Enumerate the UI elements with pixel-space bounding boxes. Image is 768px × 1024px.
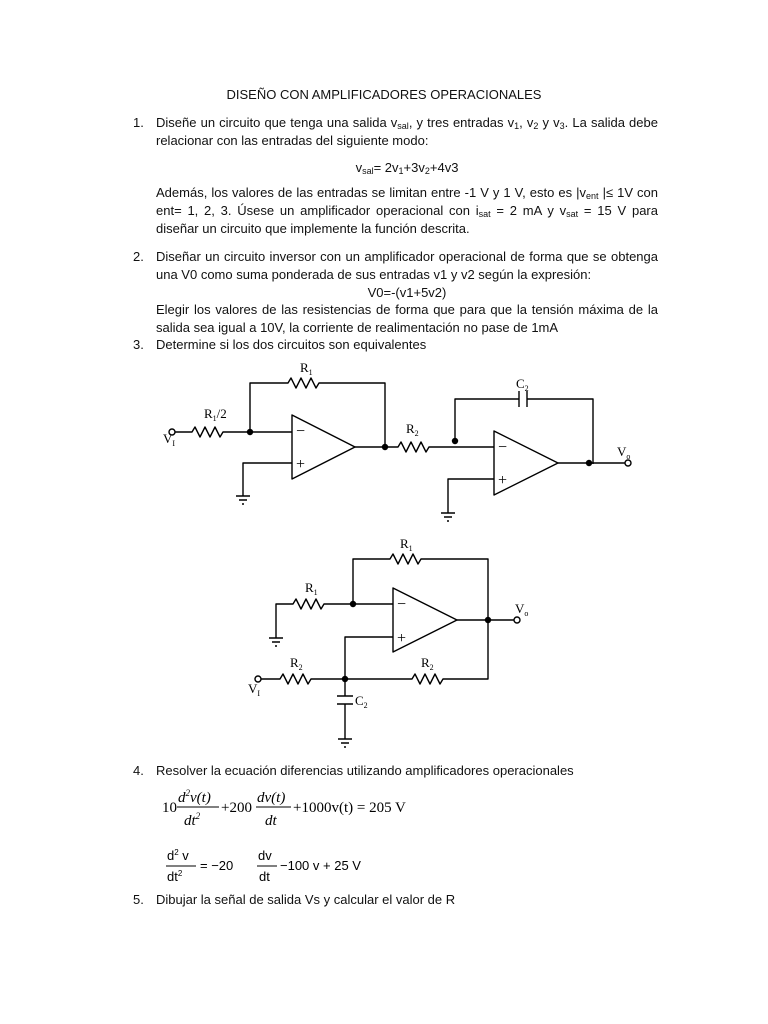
- eq1-num-1: $d^2v(t)$: [178, 788, 211, 806]
- eq2-den-1: $dt^2$: [167, 869, 183, 884]
- item-2-number: 2.: [133, 249, 144, 264]
- eq2-mid: = −20: [200, 858, 234, 873]
- item-2-text-2: Elegir los valores de las resistencias de forma que para que la tensión máxima de la salida sea igual a 10V, la corriente de realimentación no pase de 1mA: [156, 302, 658, 335]
- eq1-coef-200: +200: [221, 800, 252, 816]
- item-2-text-1: Diseñar un circuito inversor con un amplificador operacional de forma que se obtenga una V0 como suma ponderada de sus entradas v1 y v2 según la expresión:: [156, 249, 658, 282]
- item-3-text: Determine si los dos circuitos son equivalentes: [156, 337, 427, 352]
- label-vout: $V_o$: [617, 444, 631, 461]
- equation-part: v: [355, 160, 363, 175]
- eq2-rest: −100 v + 25 V: [280, 858, 361, 873]
- eq1-den-2: dt: [265, 813, 277, 829]
- document-title: DISEÑO CON AMPLIFICADORES OPERACIONALES: [226, 87, 542, 102]
- label-c2: $C_2$: [516, 376, 529, 393]
- item-1-number: 1.: [133, 115, 144, 130]
- label-c2: $C_2$: [355, 693, 368, 710]
- item-1-body-text: |≤ 1V con ent= 1, 2, 3. Úsese un amplificador operacional con i: [156, 185, 658, 218]
- item-1-body-text: = 2 mA y v: [490, 203, 567, 218]
- eq1-rest: +1000v(t) = 205 V: [293, 800, 406, 816]
- op-amp-1-plus: +: [296, 456, 306, 473]
- item-5-number: 5.: [133, 892, 144, 907]
- eq2-num-1: $d^2$ v: [167, 848, 189, 863]
- label-vin: $V_I$: [163, 431, 176, 448]
- label-vin: $V_I$: [248, 681, 261, 698]
- subscript: 2: [533, 121, 539, 131]
- item-1-body-text: = 15 V para diseñar un circuito que implemente la función descrita.: [156, 203, 658, 236]
- op-amp-minus: −: [397, 596, 407, 613]
- subscript: sat: [566, 209, 579, 219]
- item-1-body-text: Además, los valores de las entradas se limitan entre -1 V y 1 V, esto es |v: [156, 185, 587, 200]
- label-r2: $R_2$: [406, 421, 419, 438]
- item-5-text: Dibujar la señal de salida Vs y calcular el valor de R: [156, 892, 456, 907]
- op-amp-1-minus: −: [296, 423, 306, 440]
- label-r1: $R_1$: [300, 360, 313, 377]
- equation-part: +4v3: [429, 160, 459, 175]
- subscript: sal: [397, 121, 409, 131]
- item-4-number: 4.: [133, 763, 144, 778]
- eq2-num-2: dv: [258, 848, 272, 863]
- label-r1-top: $R_1$: [400, 536, 413, 553]
- label-vout: $V_o$: [515, 601, 529, 618]
- label-r1-left: $R_1$: [305, 580, 318, 597]
- item-1-intro-text: . La salida debe relacionar con las entradas del siguiente modo:: [156, 115, 658, 148]
- item-1-intro-text: y v: [538, 115, 560, 130]
- equation-part: = 2v: [373, 160, 399, 175]
- equation-part: +3v: [403, 160, 425, 175]
- item-3-number: 3.: [133, 337, 144, 352]
- subscript: sat: [478, 209, 491, 219]
- label-r2-left: $R_2$: [290, 655, 303, 672]
- op-amp-plus: +: [397, 630, 407, 647]
- label-r2-right: $R_2$: [421, 655, 434, 672]
- item-4-text: Resolver la ecuación diferencias utilizando amplificadores operacionales: [156, 763, 574, 778]
- eq1-num-2: dv(t): [257, 790, 286, 806]
- item-1-intro-text: , y tres entradas v: [408, 115, 515, 130]
- eq1-coef-10: 10: [162, 800, 177, 816]
- item-2-equation: V0=-(v1+5v2): [367, 285, 447, 300]
- item-1-intro-text: , v: [519, 115, 534, 130]
- eq1-den-1: $dt^2$: [184, 811, 201, 829]
- op-amp-2-plus: +: [498, 472, 508, 489]
- subscript: 1: [514, 121, 520, 131]
- subscript: ent: [586, 191, 599, 201]
- subscript: sal: [362, 166, 374, 176]
- subscript: 3: [559, 121, 565, 131]
- label-r1-half: $R_1/2$: [204, 406, 227, 423]
- subscript: 1: [398, 166, 404, 176]
- op-amp-2-minus: −: [498, 439, 508, 456]
- subscript: 2: [424, 166, 430, 176]
- eq2-den-2: dt: [259, 869, 270, 884]
- item-1-intro-text: Diseñe un circuito que tenga una salida v: [156, 115, 398, 130]
